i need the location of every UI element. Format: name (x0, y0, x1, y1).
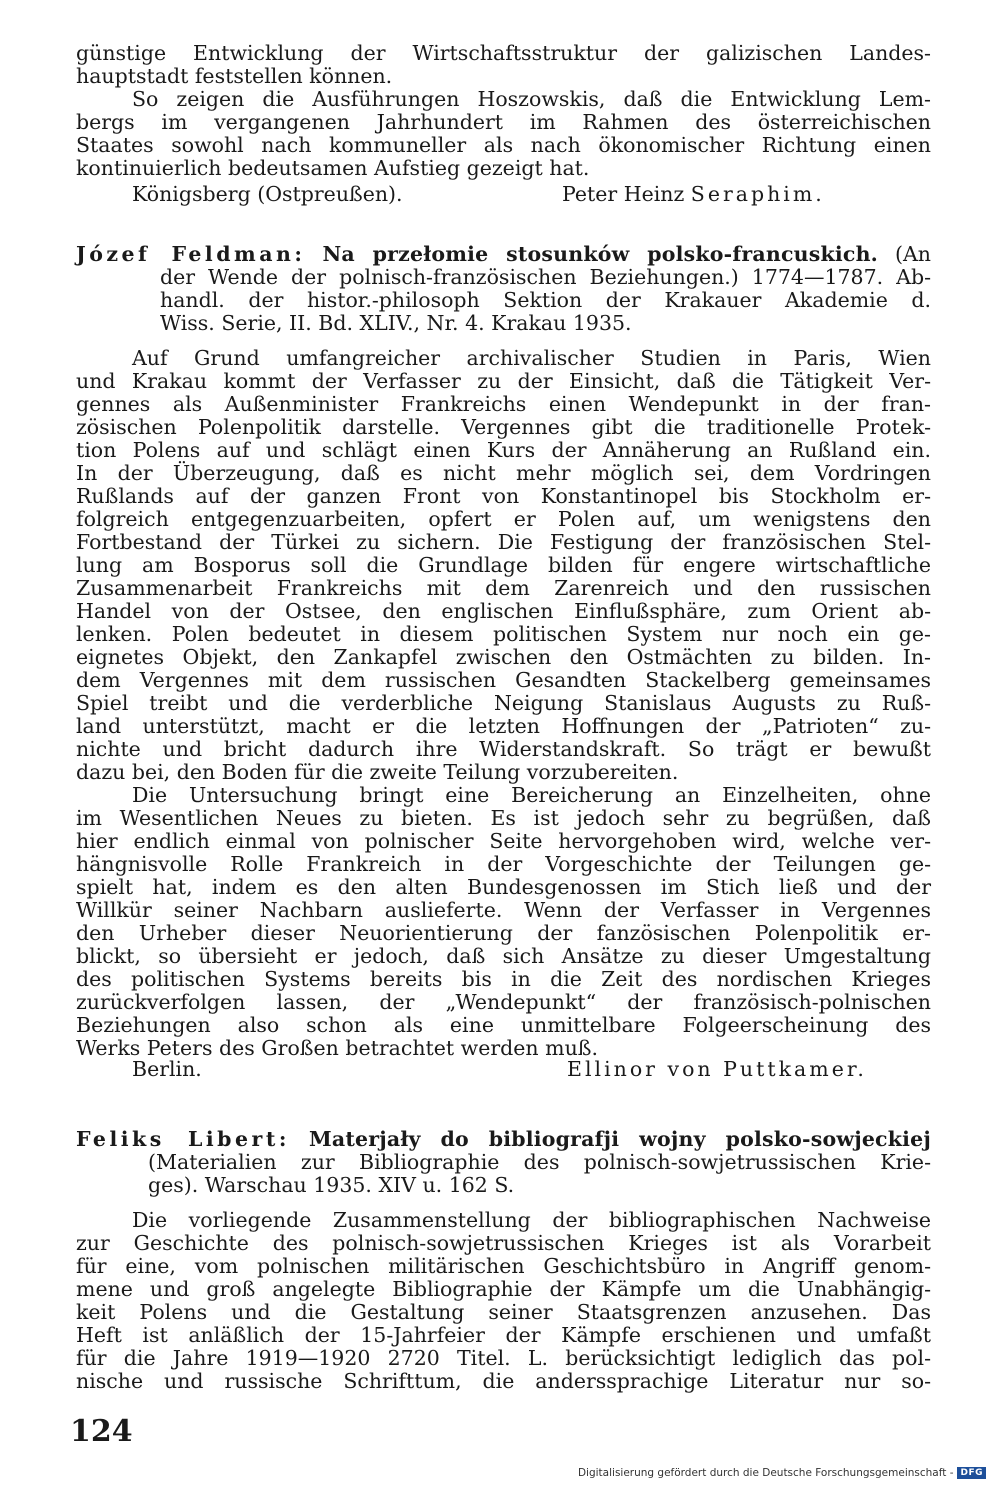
review2-signature (76, 1057, 931, 1081)
text-line: mene und groß angelegte Bibliographie der Kämpfe um die Unabhängig- (76, 1277, 931, 1301)
dfg-logo: DFG (957, 1467, 986, 1479)
text-line: spielt hat, indem es den alten Bundesgenossen im Stich ließ und der (76, 875, 931, 899)
text-line: Werks Peters des Großen betrachtet werden muß. (76, 1036, 598, 1060)
text-line: Staates sowohl nach kommuneller als nach ökonomischer Richtung einen (76, 133, 931, 157)
text-line: Fortbestand der Türkei zu sichern. Die Festigung der französischen Stel- (76, 530, 931, 554)
text-line: folgreich entgegenzuarbeiten, opfert er Polen auf, um wenigstens den (76, 507, 931, 531)
text-line: Heft ist anläßlich der 15-Jahrfeier der Kämpfe erschienen und umfaßt (76, 1323, 931, 1347)
text-line: lenken. Polen bedeutet in diesem politischen System nur noch ein ge- (76, 622, 931, 646)
signature-place: Königsberg (Ostpreußen). (132, 182, 403, 206)
text-line: des politischen Systems bereits bis in die Zeit des nordischen Krieges (76, 967, 931, 991)
page-number: 124 (70, 1414, 133, 1449)
review-author: Józef Feldman: (76, 242, 306, 266)
text-line: ges). Warschau 1935. XIV u. 162 S. (148, 1173, 515, 1197)
text-line: keit Polens und die Gestaltung seiner Staatsgrenzen anzusehen. Das (76, 1300, 931, 1324)
text-line: für die Jahre 1919—1920 2720 Titel. L. berücksichtigt lediglich das pol- (76, 1346, 931, 1370)
text-line: Willkür seiner Nachbarn auslieferte. Wenn der Verfasser in Vergennes (76, 898, 931, 922)
text-line: den Urheber dieser Neuorientierung der fanzösischen Polenpolitik er- (76, 921, 931, 945)
text-line: dazu bei, den Boden für die zweite Teilung vorzubereiten. (76, 760, 679, 784)
signature-name: Ellinor von Puttkamer. (567, 1057, 867, 1081)
review1-body (76, 42, 931, 180)
review3-body (76, 1209, 931, 1393)
text-line: Die Untersuchung bringt eine Bereicherung an Einzelheiten, ohne (132, 783, 931, 807)
text-line: So zeigen die Ausführungen Hoszowskis, daß die Entwicklung Lem- (132, 87, 931, 111)
review3-heading (76, 1128, 931, 1197)
text-line: Spiel treibt und die verderbliche Neigung Stanislaus Augusts zu Ruß- (76, 691, 931, 715)
text-line: lung am Bosporus soll die Grundlage bilden für engere wirtschaftliche (76, 553, 931, 577)
text-line: Zusammenarbeit Frankreichs mit dem Zarenreich und den russischen (76, 576, 931, 600)
text-line: zösischen Polenpolitik darstelle. Vergennes gibt die traditionelle Protek- (76, 415, 931, 439)
text-line: Auf Grund umfangreicher archivalischer Studien in Paris, Wien (132, 346, 931, 370)
text-line: Beziehungen also schon als eine unmittelbare Folgeerscheinung des (76, 1013, 931, 1037)
text-line: zur Geschichte des polnisch-sowjetrussischen Krieges ist als Vorarbeit (76, 1231, 931, 1255)
signature-place: Berlin. (132, 1057, 202, 1081)
text-line: nische und russische Schrifttum, die anderssprachige Literatur nur so- (76, 1369, 931, 1393)
text-line: für eine, vom polnischen militärischen Geschichtsbüro in Angriff genom- (76, 1254, 931, 1278)
text-line: tion Polens auf und schlägt einen Kurs der Annäherung an Rußland ein. (76, 438, 931, 462)
text-line: dem Vergennes mit dem russischen Gesandten Stackelberg gemeinsames (76, 668, 931, 692)
review-author: Feliks Libert: (76, 1127, 290, 1151)
text-line: Wiss. Serie, II. Bd. XLIV., Nr. 4. Krakau 1935. (160, 311, 632, 335)
text-line: hängnisvolle Rolle Frankreich in der Vorgeschichte der Teilungen ge- (76, 852, 931, 876)
footer (578, 1467, 986, 1479)
review-title: Materjały do bibliografji wojny polsko-sowjeckiej (308, 1127, 931, 1151)
text-line: bergs im vergangenen Jahrhundert im Rahmen des österreichischen (76, 110, 931, 134)
review-heading-line: Józef Feldman: Na przełomie stosunków polsko-francuskich. (An (76, 242, 931, 266)
text-line: land unterstützt, macht er die letzten Hoffnungen der „Patrioten“ zu- (76, 714, 931, 738)
text-line: hauptstadt feststellen können. (76, 64, 393, 88)
text-line: hier endlich einmal von polnischer Seite hervorgehoben wird, welche ver- (76, 829, 931, 853)
text-line: kontinuierlich bedeutsamen Aufstieg gezeigt hat. (76, 156, 590, 180)
review-title: Na przełomie stosunków polsko-francuskich. (322, 242, 879, 266)
text-line: handl. der histor.-philosoph Sektion der Krakauer Akademie d. (160, 288, 931, 312)
text-line: günstige Entwicklung der Wirtschaftsstruktur der galizischen Landes- (76, 41, 931, 65)
text-line: blickt, so übersieht er jedoch, daß sich Ansätze zu dieser Umgestaltung (76, 944, 931, 968)
text-line: Die vorliegende Zusammenstellung der bibliographischen Nachweise (132, 1208, 931, 1232)
text-line: Rußlands auf der ganzen Front von Konstantinopel bis Stockholm er- (76, 484, 931, 508)
text-line: und Krakau kommt der Verfasser zu der Einsicht, daß die Tätigkeit Ver- (76, 369, 931, 393)
review1-signature (76, 182, 931, 206)
text-line: im Wesentlichen Neues zu bieten. Es ist jedoch sehr zu begrüßen, daß (76, 806, 931, 830)
text-line: In der Überzeugung, daß es nicht mehr möglich sei, dem Vordringen (76, 461, 931, 485)
text-line: Handel von der Ostsee, den englischen Einflußsphäre, zum Orient ab- (76, 599, 931, 623)
review2-heading (76, 243, 931, 335)
footer-text: Digitalisierung gefördert durch die Deutsche Forschungsgemeinschaft - (577, 1467, 954, 1479)
signature-name: Peter Heinz Seraphim. (562, 182, 825, 206)
review-heading-line (76, 1128, 931, 1151)
text-line: gennes als Außenminister Frankreichs einen Wendepunkt in der fran- (76, 392, 931, 416)
text-line: zurückverfolgen lassen, der „Wendepunkt“ der französisch-polnischen (76, 990, 931, 1014)
text-line: nichte und bricht dadurch ihre Widerstandskraft. So trägt er bewußt (76, 737, 931, 761)
review2-body (76, 347, 931, 1060)
text-line: eignetes Objekt, den Zankapfel zwischen den Ostmächten zu bilden. In- (76, 645, 931, 669)
text-line: der Wende der polnisch-französischen Beziehungen.) 1774—1787. Ab- (160, 265, 931, 289)
text-line: (Materialien zur Bibliographie des polnisch-sowjetrussischen Krie- (148, 1150, 931, 1174)
